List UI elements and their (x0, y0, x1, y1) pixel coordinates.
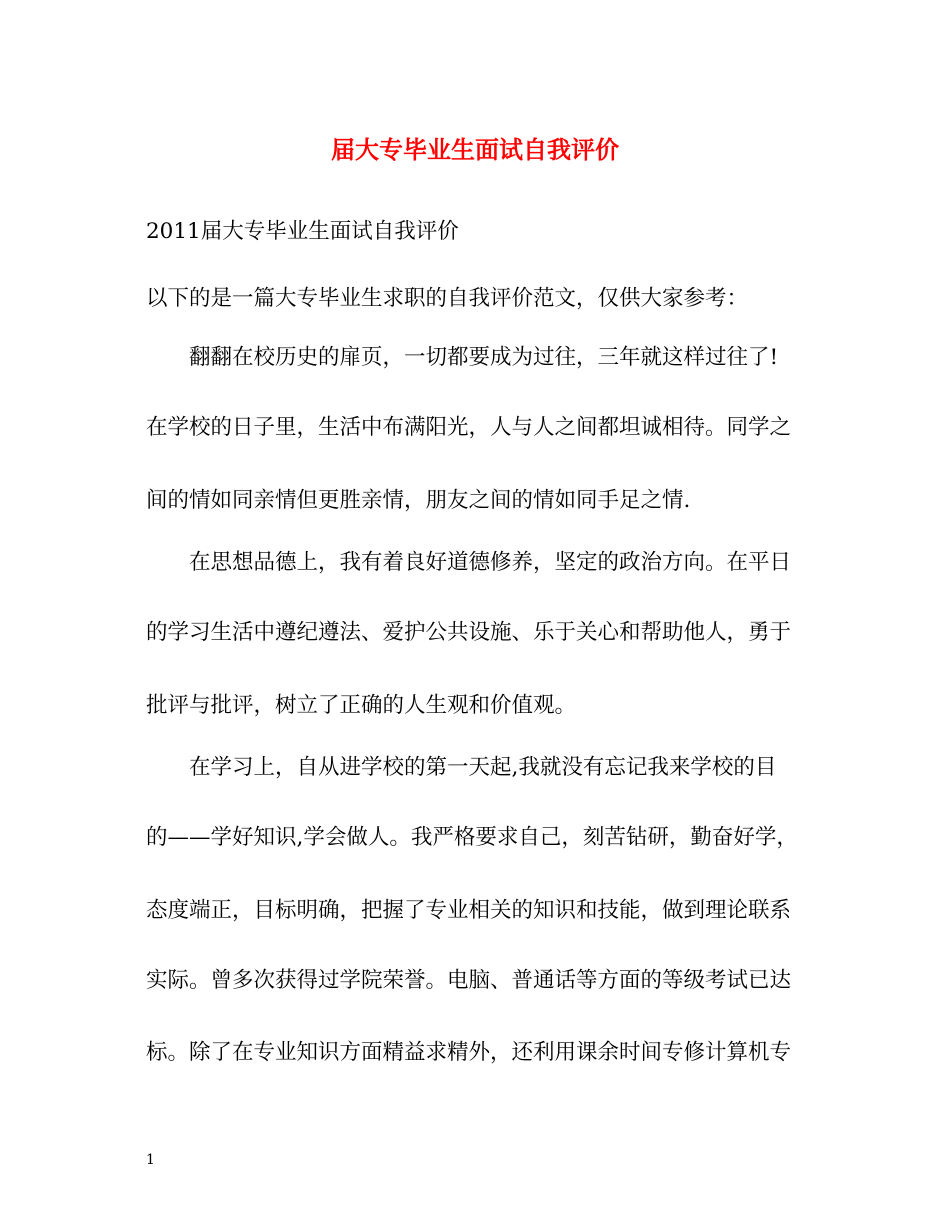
document-title: 届大专毕业生面试自我评价 (331, 135, 619, 164)
page-number: 1 (146, 1152, 155, 1168)
body-line: 实际。曾多次获得过学院荣誉。电脑、普通话等方面的等级考试已达 (146, 968, 792, 993)
body-line: 的——学好知识,学会做人。我严格要求自己，刻苦钻研，勤奋好学， (146, 825, 798, 850)
intro-line: 以下的是一篇大专毕业生求职的自我评价范文，仅供大家参考： (146, 286, 749, 311)
body-line: 态度端正，目标明确，把握了专业相关的知识和技能，做到理论联系 (146, 898, 792, 923)
body-line: 间的情如同亲情但更胜亲情，朋友之间的情如同手足之情. (146, 488, 691, 513)
body-line: 标。除了在专业知识方面精益求精外，还利用课余时间专修计算机专 (146, 1040, 792, 1065)
body-line: 的学习生活中遵纪遵法、爱护公共设施、乐于关心和帮助他人，勇于 (146, 620, 792, 645)
body-line: 在思想品德上，我有着良好道德修养，坚定的政治方向。在平日 (189, 550, 792, 575)
heading-line: 2011届大专毕业生面试自我评价 (146, 219, 459, 244)
body-line: 翻翻在校历史的扉页，一切都要成为过往，三年就这样过往了! (189, 345, 779, 370)
body-line: 批评与批评，树立了正确的人生观和价值观。 (146, 693, 577, 718)
body-line: 在学习上，自从进学校的第一天起,我就没有忘记我来学校的目 (189, 755, 777, 780)
body-line: 在学校的日子里，生活中布满阳光，人与人之间都坦诚相待。同学之 (146, 415, 792, 440)
